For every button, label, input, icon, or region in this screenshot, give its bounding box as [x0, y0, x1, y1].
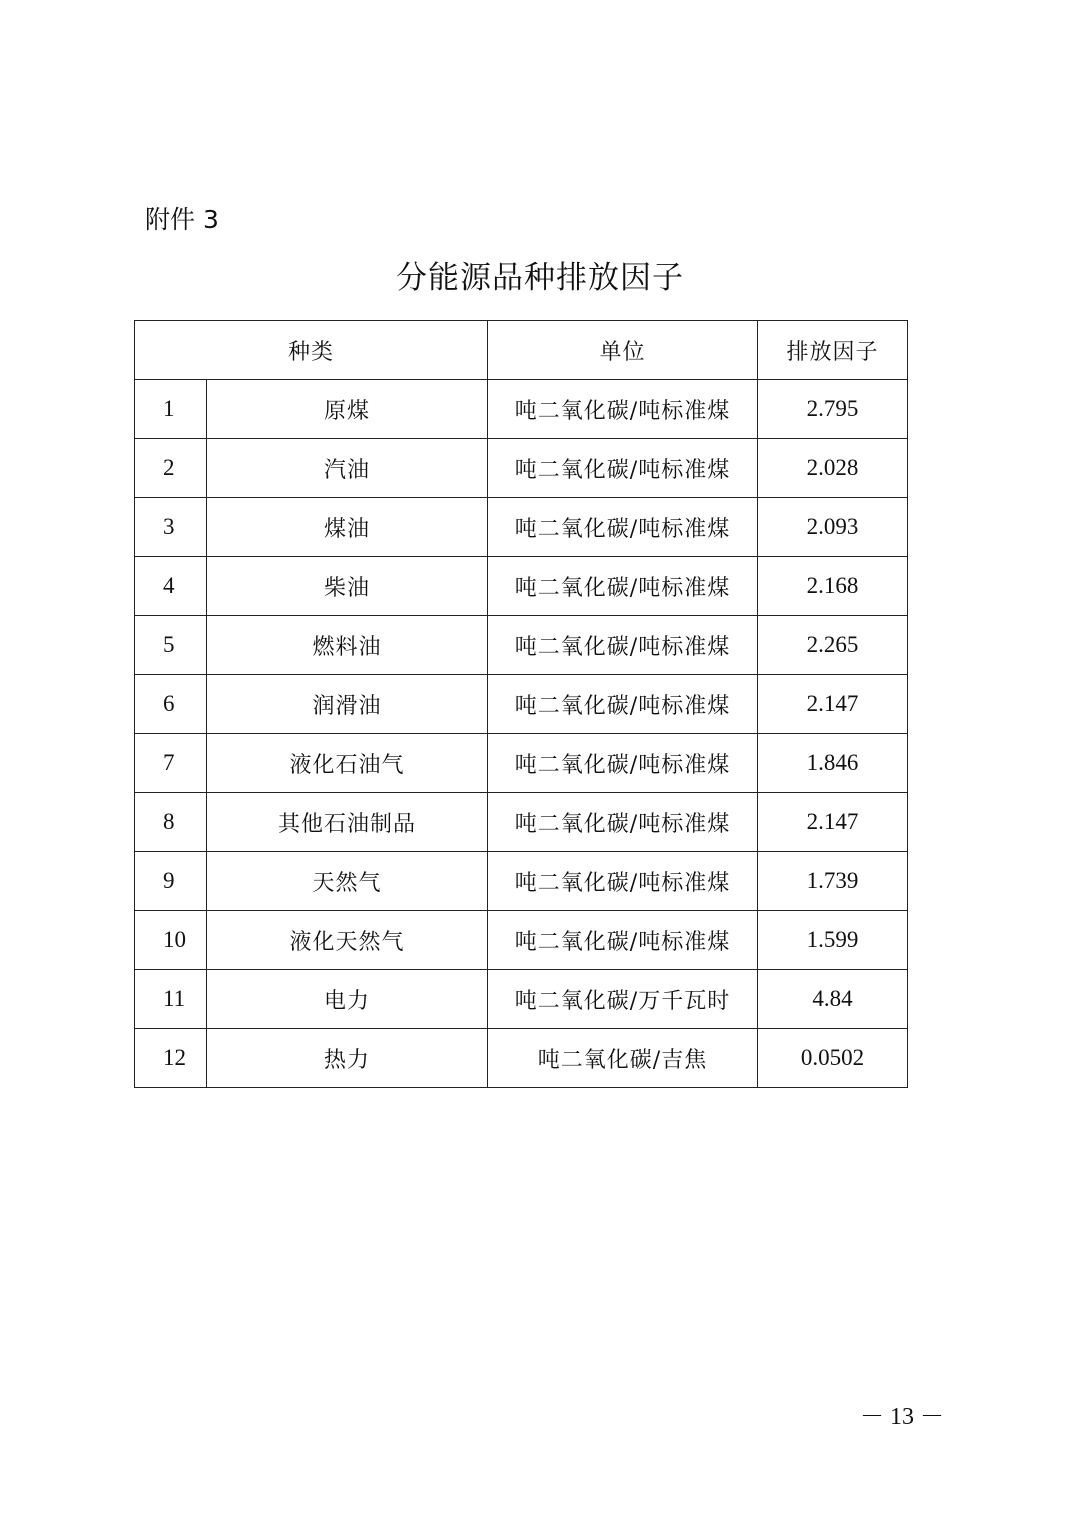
factor-value: 2.147: [758, 675, 908, 734]
header-category: 种类: [135, 321, 488, 380]
table-row: [135, 616, 908, 675]
row-number: 8: [135, 793, 207, 852]
document-title: 分能源品种排放因子: [396, 260, 684, 296]
table-header-row: [135, 321, 908, 380]
factor-value: 2.795: [758, 380, 908, 439]
table-row: [135, 557, 908, 616]
energy-type: 润滑油: [207, 675, 488, 734]
table-row: [135, 1029, 908, 1088]
unit-cell: 吨二氧化碳/吨标准煤: [488, 557, 758, 616]
energy-type: 汽油: [207, 439, 488, 498]
table-row: [135, 852, 908, 911]
row-number: 5: [135, 616, 207, 675]
unit-cell: 吨二氧化碳/吨标准煤: [488, 793, 758, 852]
energy-type: 液化天然气: [207, 911, 488, 970]
unit-cell: 吨二氧化碳/吉焦: [488, 1029, 758, 1088]
row-number: 1: [135, 380, 207, 439]
energy-type: 燃料油: [207, 616, 488, 675]
energy-type: 热力: [207, 1029, 488, 1088]
unit-cell: 吨二氧化碳/吨标准煤: [488, 675, 758, 734]
emission-factor-table: [134, 320, 908, 1088]
table-row: [135, 911, 908, 970]
factor-value: 0.0502: [758, 1029, 908, 1088]
unit-cell: 吨二氧化碳/吨标准煤: [488, 439, 758, 498]
row-number: 2: [135, 439, 207, 498]
attachment-label: 附件 3: [145, 205, 219, 234]
factor-value: 1.599: [758, 911, 908, 970]
factor-value: 4.84: [758, 970, 908, 1029]
factor-value: 2.265: [758, 616, 908, 675]
page-number: － 13 －: [860, 1404, 944, 1430]
unit-cell: 吨二氧化碳/吨标准煤: [488, 852, 758, 911]
row-number: 9: [135, 852, 207, 911]
row-number: 11: [135, 970, 207, 1029]
table-row: [135, 793, 908, 852]
header-unit: 单位: [488, 321, 758, 380]
row-number: 10: [135, 911, 207, 970]
unit-cell: 吨二氧化碳/吨标准煤: [488, 616, 758, 675]
table-body: [135, 321, 908, 1088]
factor-value: 2.028: [758, 439, 908, 498]
table-row: [135, 380, 908, 439]
factor-value: 1.739: [758, 852, 908, 911]
factor-value: 2.093: [758, 498, 908, 557]
energy-type: 原煤: [207, 380, 488, 439]
unit-cell: 吨二氧化碳/吨标准煤: [488, 380, 758, 439]
row-number: 6: [135, 675, 207, 734]
table-row: [135, 970, 908, 1029]
header-factor: 排放因子: [758, 321, 908, 380]
unit-cell: 吨二氧化碳/万千瓦时: [488, 970, 758, 1029]
table-row: [135, 498, 908, 557]
energy-type: 天然气: [207, 852, 488, 911]
row-number: 3: [135, 498, 207, 557]
row-number: 12: [135, 1029, 207, 1088]
row-number: 7: [135, 734, 207, 793]
energy-type: 煤油: [207, 498, 488, 557]
energy-type: 其他石油制品: [207, 793, 488, 852]
factor-value: 1.846: [758, 734, 908, 793]
row-number: 4: [135, 557, 207, 616]
table-row: [135, 439, 908, 498]
table-row: [135, 675, 908, 734]
unit-cell: 吨二氧化碳/吨标准煤: [488, 734, 758, 793]
energy-type: 电力: [207, 970, 488, 1029]
table-row: [135, 734, 908, 793]
energy-type: 柴油: [207, 557, 488, 616]
unit-cell: 吨二氧化碳/吨标准煤: [488, 911, 758, 970]
energy-type: 液化石油气: [207, 734, 488, 793]
factor-value: 2.147: [758, 793, 908, 852]
factor-value: 2.168: [758, 557, 908, 616]
unit-cell: 吨二氧化碳/吨标准煤: [488, 498, 758, 557]
